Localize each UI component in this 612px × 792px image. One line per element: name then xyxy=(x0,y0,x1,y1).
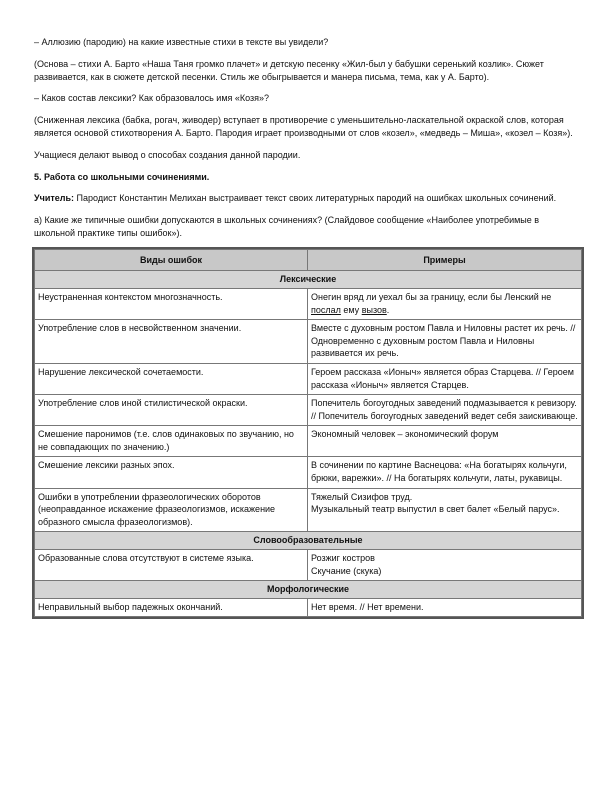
section-word-formation: Словообразовательные xyxy=(35,532,582,550)
table-row xyxy=(35,488,582,532)
example-cell: Нет время. // Нет времени. xyxy=(308,598,582,617)
example-cell: Экономный человек – экономический форум xyxy=(308,426,582,457)
table-row xyxy=(35,288,582,319)
section-row-word-formation xyxy=(35,532,582,550)
teacher-text: Пародист Константин Мелихан выстраивает текст своих литературных пародий на ошибках школьных сочинений. xyxy=(74,193,557,204)
underlined-word: послал xyxy=(311,304,341,315)
section-heading: 5. Работа со школьными сочинениями. xyxy=(34,171,210,182)
section-row-morphological xyxy=(35,581,582,599)
question-allusion: – Аллюзию (пародию) на какие известные стихи в тексте вы увидели? xyxy=(34,37,329,47)
section-lexical: Лексические xyxy=(35,271,582,289)
document-content xyxy=(34,36,582,617)
teacher-label: Учитель: xyxy=(34,193,75,204)
table-header-row xyxy=(35,249,582,271)
example-cell: Тяжелый Сизифов труд. Музыкальный театр выпустил в свет балет «Белый парус». xyxy=(308,488,582,532)
example-cell: Онегин вряд ли уехал бы за границу, если бы Ленский не послал ему вызов. xyxy=(308,288,582,319)
error-type-cell: Неустраненная контекстом многозначность. xyxy=(35,288,308,319)
table-row xyxy=(35,363,582,394)
error-type-cell: Образованные слова отсутствуют в системе языка. xyxy=(35,550,308,581)
header-error-types: Виды ошибок xyxy=(35,249,308,271)
example-cell: Героем рассказа «Ионыч» является образ Старцева. // Героем рассказа «Ионыч» является Старцев. xyxy=(308,363,582,394)
example-cell: Попечитель богоугодных заведений подмазывается к ревизору. // Попечитель богоугодных заведений ведет себя заискивающе. xyxy=(308,395,582,426)
question-errors: а) Какие же типичные ошибки допускаются в школьных сочинениях? (Слайдовое сообщение «Наиболее употребимые в школьной практике типы ошибок»). xyxy=(34,215,540,238)
error-type-cell: Смешение паронимов (т.е. слов одинаковых по звучанию, но не совпадающих по значению.) xyxy=(35,426,308,457)
table-row xyxy=(35,457,582,488)
conclusion-text: Учащиеся делают вывод о способах создания данной пародии. xyxy=(34,149,301,160)
error-type-cell: Неправильный выбор падежных окончаний. xyxy=(35,598,308,617)
header-examples: Примеры xyxy=(308,249,582,271)
error-type-cell: Ошибки в употреблении фразеологических оборотов (неоправданное искажение фразеологизмов, искажение образного смысла фразеологизмов). xyxy=(35,488,308,532)
answer-allusion: (Основа – стихи А. Барто «Наша Таня громко плачет» и детскую песенку «Жил-был у бабушки серенький козлик». Сюжет развивается, как в сюжете детской песенки. Стиль же обыгрывается и манера письма, тема, как у А. Барто). xyxy=(34,58,544,82)
table-row xyxy=(35,598,582,617)
section-row-lexical xyxy=(35,271,582,289)
error-type-cell: Употребление слов в несвойственном значении. xyxy=(35,320,308,364)
error-type-cell: Употребление слов иной стилистической окраски. xyxy=(35,395,308,426)
example-cell: В сочинении по картине Васнецова: «На богатырях кольчуги, брюки, варежки». // На богатырях кольчуги, латы, рукавицы. xyxy=(308,457,582,488)
table-row xyxy=(35,320,582,364)
teacher-paragraph xyxy=(34,192,582,205)
error-type-cell: Смешение лексики разных эпох. xyxy=(35,457,308,488)
question-lexicon: – Каков состав лексики? Как образовалось имя «Козя»? xyxy=(34,93,270,104)
underlined-word: вызов xyxy=(361,304,387,315)
answer-lexicon: (Сниженная лексика (бабка, рогач, живодер) вступает в противоречие с уменьшительно-ласкательной окраской слов, которая является основой стихотворения А. Барто. Пародия играет производными от слов «козел», «медведь – Миша», «козел – Козя»). xyxy=(34,115,573,138)
table-row xyxy=(35,426,582,457)
example-cell: Вместе с духовным ростом Павла и Ниловны растет их речь. // Одновременно с духовным ростом Павла и Ниловны развивается их речь. xyxy=(308,320,582,364)
table-row xyxy=(35,550,582,581)
table-row xyxy=(35,395,582,426)
error-type-cell: Нарушение лексической сочетаемости. xyxy=(35,363,308,394)
example-cell: Розжиг костров Скучание (скука) xyxy=(308,550,582,581)
errors-table xyxy=(34,249,582,618)
section-morphological: Морфологические xyxy=(35,581,582,599)
